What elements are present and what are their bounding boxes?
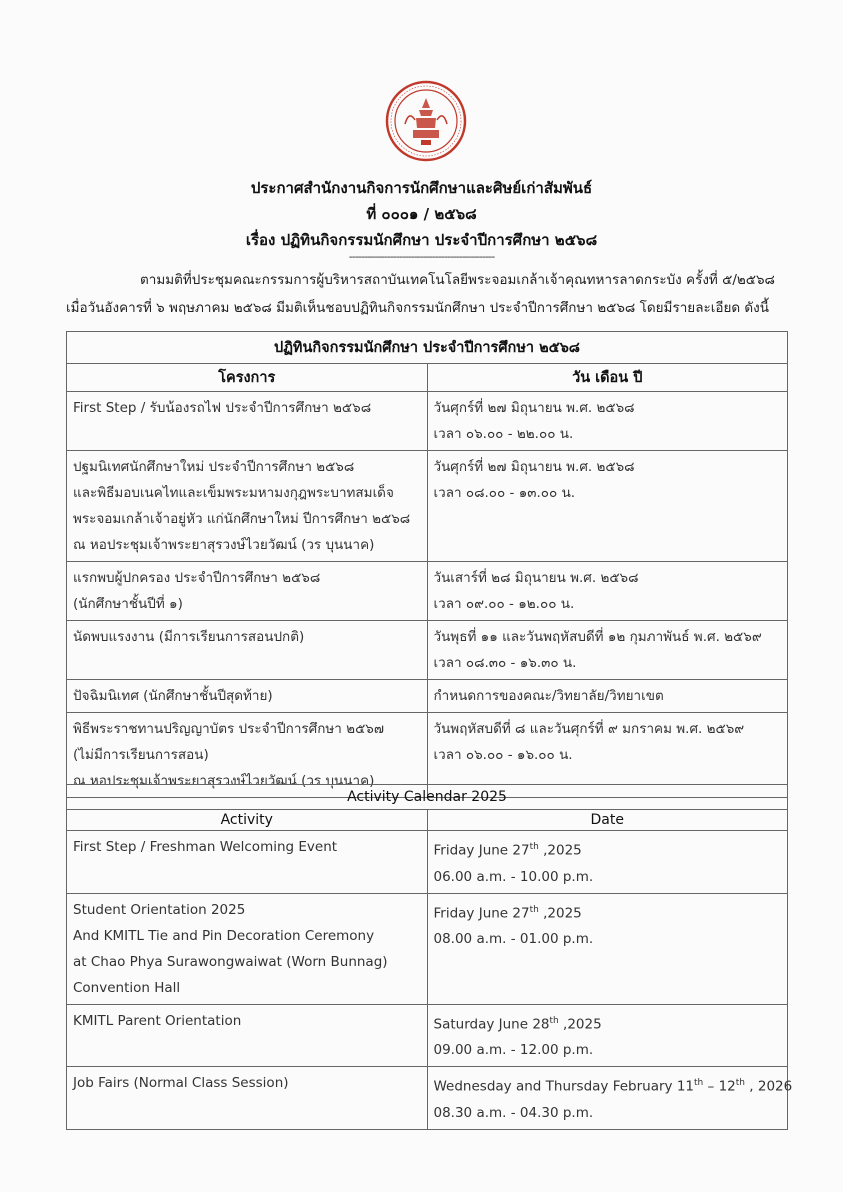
eng-col-activity-header: Activity [67,810,428,831]
activity-text: First Step / Freshman Welcoming Event [73,839,338,855]
date-cell [427,1004,788,1067]
thai-activity-calendar-table [66,331,788,798]
project-text: นัดพบแรงงาน (มีการเรียนการสอนปกติ) [73,629,305,645]
institute-seal-logo [385,80,467,162]
time-text: 06.00 a.m. - 10.00 p.m. [433,868,594,885]
project-text: ปฐมนิเทศนักศึกษาใหม่ ประจำปีการศึกษา ๒๕๖๘ [73,459,355,475]
date-cell [427,1067,793,1130]
date-year: , 2026 [744,1078,793,1095]
thai-col-project-header: โครงการ [67,364,428,392]
date-text: เวลา ๐๖.๐๐ - ๒๒.๐๐ น. [433,426,574,442]
activity-cell [67,893,428,1004]
date-text [434,897,782,927]
project-text: (นักศึกษาชั้นปีที่ ๑) [73,596,183,612]
date-year: ,2025 [538,842,582,859]
project-text: ณ หอประชุมเจ้าพระยาสุรวงษ์ไวยวัฒน์ (วร บุนนาค) [73,773,375,789]
date-main: Friday June 27 [433,905,530,921]
date-text: วันเสาร์ที่ ๒๘ มิถุนายน พ.ศ. ๒๕๖๘ [433,570,639,586]
date-text: วันศุกร์ที่ ๒๗ มิถุนายน พ.ศ. ๒๕๖๘ [433,459,635,475]
activity-cell [67,1004,428,1067]
project-text: แรกพบผู้ปกครอง ประจำปีการศึกษา ๒๕๖๘ [73,570,321,586]
project-text: (ไม่มีการเรียนการสอน) [73,747,209,763]
date-text: เวลา ๐๙.๐๐ - ๑๒.๐๐ น. [433,596,575,612]
date-main: Wednesday and Thursday February 11 [433,1078,694,1095]
project-text: พระจอมเกล้าเจ้าอยู่หัว แก่นักศึกษาใหม่ ปีการศึกษา ๒๕๖๘ [73,511,411,527]
date-text: กำหนดการของคณะ/วิทยาลัย/วิทยาเขต [433,688,664,704]
activity-text: Convention Hall [73,979,181,996]
activity-cell [67,831,428,894]
date-ordinal: th [549,1015,559,1026]
table-row [67,392,788,451]
intro-paragraph-line2: เมื่อวันอังคารที่ ๖ พฤษภาคม ๒๕๖๘ มีมติเห็นชอบปฏิทินกิจกรรมนักศึกษา ประจำปีการศึกษา ๒๕๖๘ โดยมีรายละเอียด ดังนี้ [66,300,770,316]
table-row [67,1067,788,1130]
announcement-number: ที่ ๐๐๐๑ / ๒๕๖๘ [366,205,477,223]
project-text: และพิธีมอบเนคไทและเข็มพระมหามงกุฎพระบาทสมเด็จ [73,485,394,501]
date-cell [427,831,788,894]
date-cell [427,680,788,713]
project-cell [67,621,428,680]
project-text: ปัจฉิมนิเทศ (นักศึกษาชั้นปีสุดท้าย) [73,688,273,704]
table-row [67,1004,788,1067]
thai-col-date-header: วัน เดือน ปี [427,364,788,392]
project-cell [67,680,428,713]
eng-col-date-header: Date [427,810,788,831]
date-ordinal: th [529,842,539,852]
date-ordinal: th [735,1078,745,1088]
eng-table-title: Activity Calendar 2025 [67,785,788,810]
project-cell [67,451,428,562]
date-text: เวลา ๐๘.๓๐ - ๑๖.๓๐ น. [433,655,577,671]
date-text [434,1008,782,1038]
project-text: พิธีพระราชทานปริญญาบัตร ประจำปีการศึกษา ๒๕๖๗ [73,721,385,737]
date-ordinal: th [529,904,539,915]
date-year: ,2025 [558,1016,602,1032]
date-text [433,1070,793,1100]
table-row [67,451,788,562]
activity-text: KMITL Parent Orientation [73,1012,242,1029]
activity-text: at Chao Phya Surawongwaiwat (Worn Bunnag) [73,953,388,970]
divider: ------------------------------------------------- [348,250,495,263]
date-ordinal: th [694,1078,704,1088]
date-main: Saturday June 28 [433,1016,550,1032]
date-text: วันพฤหัสบดีที่ ๘ และวันศุกร์ที่ ๙ มกราคม พ.ศ. ๒๕๖๙ [433,721,745,737]
date-text: วันศุกร์ที่ ๒๗ มิถุนายน พ.ศ. ๒๕๖๘ [433,400,635,416]
date-cell [427,451,788,562]
date-range-end: – 12 [703,1078,736,1095]
table-row [67,621,788,680]
intro-paragraph-line1: ตามมติที่ประชุมคณะกรรมการผู้บริหารสถาบันเทคโนโลยีพระจอมเกล้าเจ้าคุณทหารลาดกระบัง ครั้งที่ ๕/๒๕๖๘ [140,272,775,288]
project-text: ณ หอประชุมเจ้าพระยาสุรวงษ์ไวยวัฒน์ (วร บุนนาค) [73,537,375,553]
time-text: 09.00 a.m. - 12.00 p.m. [433,1042,594,1058]
table-row [67,893,788,1004]
time-text: 08.00 a.m. - 01.00 p.m. [433,931,594,947]
table-row [67,831,788,894]
english-activity-calendar-table [66,784,793,1130]
date-cell [427,893,788,1004]
date-cell [427,392,788,451]
date-cell [427,562,788,621]
project-cell [67,562,428,621]
date-year: ,2025 [538,905,582,921]
thai-table-title: ปฏิทินกิจกรรมนักศึกษา ประจำปีการศึกษา ๒๕๖๘ [67,332,788,364]
activity-text: Student Orientation 2025 [73,901,246,918]
activity-cell [67,1067,428,1130]
announcement-title: ประกาศสำนักงานกิจการนักศึกษาและศิษย์เก่าสัมพันธ์ [250,179,593,197]
date-text: เวลา ๐๘.๐๐ - ๑๓.๐๐ น. [433,485,576,501]
date-text: เวลา ๐๖.๐๐ - ๑๖.๐๐ น. [433,747,573,763]
project-text: First Step / รับน้องรถไฟ ประจำปีการศึกษา ๒๕๖๘ [73,400,372,416]
activity-text: And KMITL Tie and Pin Decoration Ceremony [73,927,375,944]
table-row [67,562,788,621]
date-text [434,834,782,864]
date-main: Friday June 27 [433,842,530,859]
table-row [67,680,788,713]
date-cell [427,621,788,680]
date-text: วันพุธที่ ๑๑ และวันพฤหัสบดีที่ ๑๒ กุมภาพันธ์ พ.ศ. ๒๕๖๙ [433,629,762,645]
project-cell [67,392,428,451]
time-text: 08.30 a.m. - 04.30 p.m. [433,1104,594,1121]
announcement-subject: เรื่อง ปฏิทินกิจกรรมนักศึกษา ประจำปีการศึกษา ๒๕๖๘ [245,231,598,249]
activity-text: Job Fairs (Normal Class Session) [73,1075,289,1091]
